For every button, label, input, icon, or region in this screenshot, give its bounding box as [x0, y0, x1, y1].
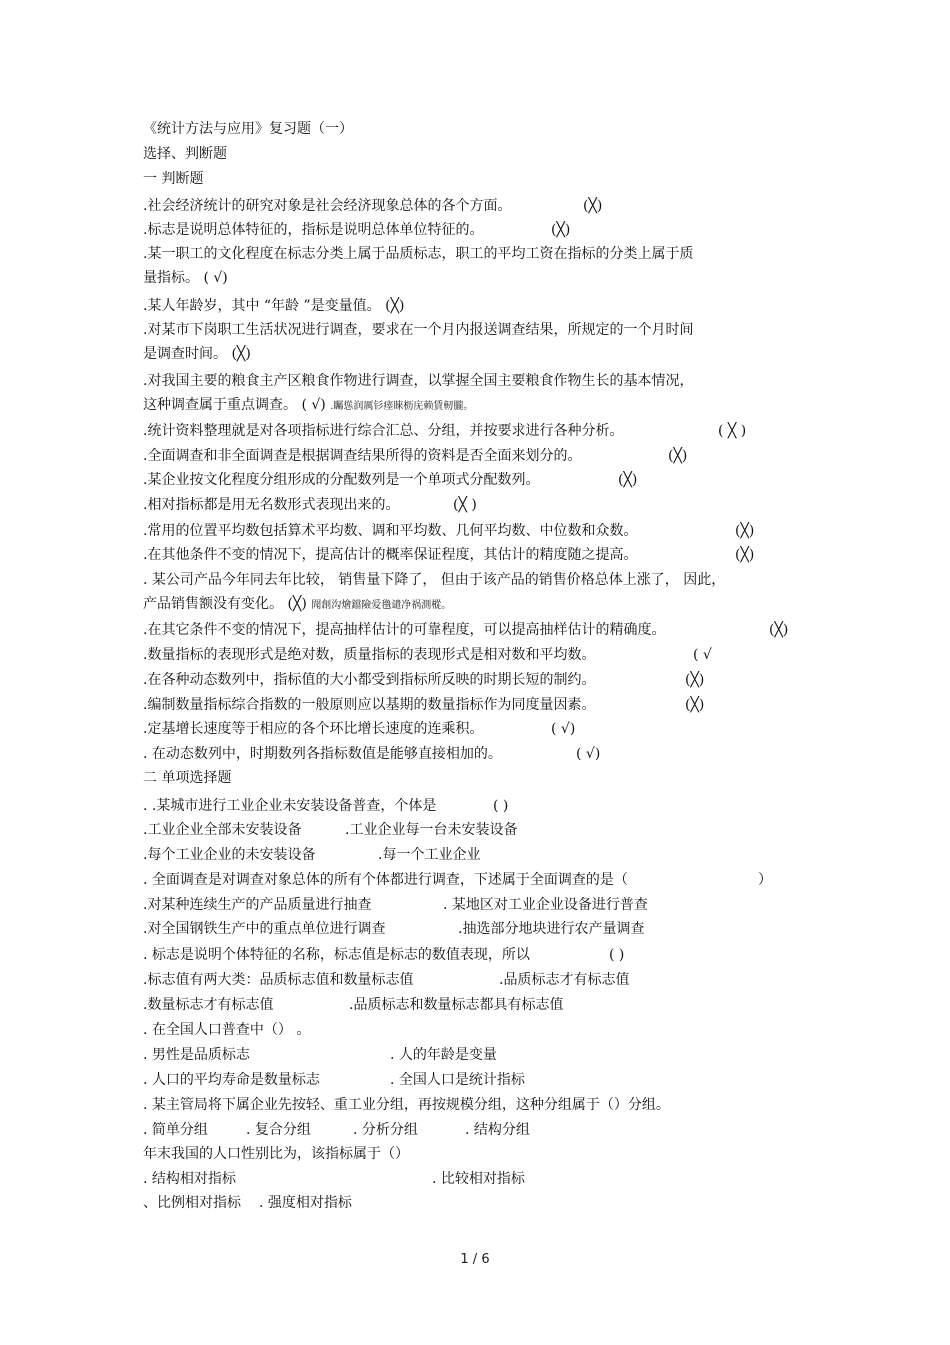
judgment-item-cont: 这种调查属于重点调查。 ( √) .矚慫润厲钐瘗睞枥庑赖賃軔朧。	[143, 396, 473, 416]
answer-blank: ( )	[493, 798, 509, 814]
answer-blank: ）	[758, 872, 772, 888]
judgment-item: .相对指标都是用无名数形式表现出来的。 (╳ )	[143, 497, 477, 513]
question: 年末我国的人口性别比为，该指标属于（）	[143, 1146, 409, 1162]
judgment-item: .在其他条件不变的情况下，提高估计的概率保证程度，其估计的精度随之提高。 (╳)	[143, 547, 755, 563]
judgment-item: .常用的位置平均数包括算术平均数、调和平均数、几何平均数、中位数和众数。 (╳)	[143, 523, 755, 539]
judgment-item: .标志是说明总体特征的，指标是说明总体单位特征的。 (╳)	[143, 222, 571, 238]
doc-title: 《统计方法与应用》复习题（一）	[143, 121, 353, 137]
question: . 标志是说明个体特征的名称，标志值是标志的数值表现，所以 ( )	[143, 947, 625, 963]
judgment-item-cont: 产品销售额没有变化。 (╳) 聞創沟燴鐺險爱氇谴净祸測樅。	[143, 595, 451, 615]
option-row: .标志值有两大类：品质标志值和数量标志值 .品质标志才有标志值	[143, 972, 630, 988]
judgment-item-cont: 量指标。 ( √)	[143, 270, 228, 286]
judgment-item: .定基增长速度等于相应的各个环比增长速度的连乘积。 ( √)	[143, 721, 576, 737]
judgment-item: .在其它条件不变的情况下，提高抽样估计的可靠程度，可以提高抽样估计的精确度。 (╳)	[143, 622, 789, 638]
judgment-item: .统计资料整理就是对各项指标进行综合汇总、分组，并按要求进行各种分析。 ( ╳ )	[143, 423, 747, 439]
option-row: . 结构相对指标 . 比较相对指标	[143, 1171, 525, 1187]
answer-mark: (╳)	[583, 198, 603, 214]
question: . 某主管局将下属企业先按轻、重工业分组，再按规模分组，这种分组属于（）分组。	[143, 1097, 670, 1113]
answer-mark: ( √)	[576, 746, 601, 762]
answer-blank: ( )	[609, 947, 625, 963]
answer-mark: (╳)	[668, 448, 688, 464]
judgment-item: .社会经济统计的研究对象是社会经济现象总体的各个方面。 (╳)	[143, 198, 603, 214]
question: . 全面调查是对调查对象总体的所有个体都进行调查，下述属于全面调查的是（ ）	[143, 872, 772, 888]
option-row: . 男性是品质标志 . 人的年龄是变量	[143, 1047, 497, 1063]
noise-text: 聞創沟燴鐺險爱氇谴净祸測樅。	[311, 600, 452, 611]
section-heading-judgment: 一 判断题	[143, 171, 204, 187]
answer-mark: ( ╳ )	[718, 423, 747, 439]
option-row: .工业企业全部未安装设备 .工业企业每一台未安装设备	[143, 822, 518, 838]
answer-mark: (╳)	[735, 547, 755, 563]
option-row: .数量标志才有标志值 .品质标志和数量标志都具有标志值	[143, 997, 564, 1013]
judgment-item: .某企业按文化程度分组形成的分配数列是一个单项式分配数列。 (╳)	[143, 472, 638, 488]
page-number: 1 / 6	[460, 1252, 490, 1267]
section-heading-choice: 二 单项选择题	[143, 770, 232, 786]
answer-mark: ( √)	[551, 721, 576, 737]
judgment-item: . 在动态数列中，时期数列各指标数值是能够直接相加的。 ( √)	[143, 746, 601, 762]
answer-mark: (╳)	[685, 697, 705, 713]
question: . 在全国人口普查中（） 。	[143, 1022, 311, 1038]
answer-mark: (╳)	[735, 523, 755, 539]
answer-mark: (╳)	[551, 222, 571, 238]
doc-subtitle: 选择、判断题	[143, 146, 227, 162]
option-row: .每个工业企业的未安装设备 .每一个工业企业	[143, 847, 481, 863]
question: . .某城市进行工业企业未安装设备普查，个体是 ( )	[143, 798, 509, 814]
answer-mark: (╳)	[769, 622, 789, 638]
judgment-item: .对某市下岗职工生活状况进行调查，要求在一个月内报送调查结果，所规定的一个月时间	[143, 322, 694, 338]
judgment-item-cont: 是调查时间。 (╳)	[143, 346, 251, 362]
judgment-item: .数量指标的表现形式是绝对数，质量指标的表现形式是相对数和平均数。 ( √	[143, 647, 712, 663]
option-row: .对某种连续生产的产品质量进行抽查 . 某地区对工业企业设备进行普查	[143, 897, 648, 913]
answer-mark: ( √	[693, 647, 712, 663]
judgment-item: .编制数量指标综合指数的一般原则应以基期的数量指标作为同度量因素。 (╳)	[143, 697, 705, 713]
answer-mark: (╳)	[685, 672, 705, 688]
answer-mark: (╳ )	[453, 497, 477, 513]
judgment-item: .在各种动态数列中，指标值的大小都受到指标所反映的时期长短的制约。 (╳)	[143, 672, 705, 688]
noise-text: .矚慫润厲钐瘗睞枥庑赖賃軔朧。	[330, 401, 474, 412]
judgment-item: .某人年龄岁，其中 “年龄 ”是变量值。 (╳)	[143, 298, 405, 314]
judgment-item: .全面调查和非全面调查是根据调查结果所得的资料是否全面来划分的。 (╳)	[143, 448, 688, 464]
option-row: . 简单分组 . 复合分组 . 分析分组 . 结构分组	[143, 1122, 530, 1138]
answer-mark: (╳)	[618, 472, 638, 488]
option-row: 、比例相对指标 . 强度相对指标	[143, 1195, 352, 1211]
judgment-item: .某一职工的文化程度在标志分类上属于品质标志，职工的平均工资在指标的分类上属于质	[143, 246, 694, 262]
judgment-item: .对我国主要的粮食主产区粮食作物进行调查，以掌握全国主要粮食作物生长的基本情况，	[143, 373, 694, 389]
option-row: .对全国钢铁生产中的重点单位进行调查 .抽选部分地块进行农产量调查	[143, 921, 645, 937]
option-row: . 人口的平均寿命是数量标志 . 全国人口是统计指标	[143, 1072, 525, 1088]
judgment-item: . 某公司产品今年同去年比较， 销售量下降了， 但由于该产品的销售价格总体上涨了， 因此，	[143, 572, 726, 588]
